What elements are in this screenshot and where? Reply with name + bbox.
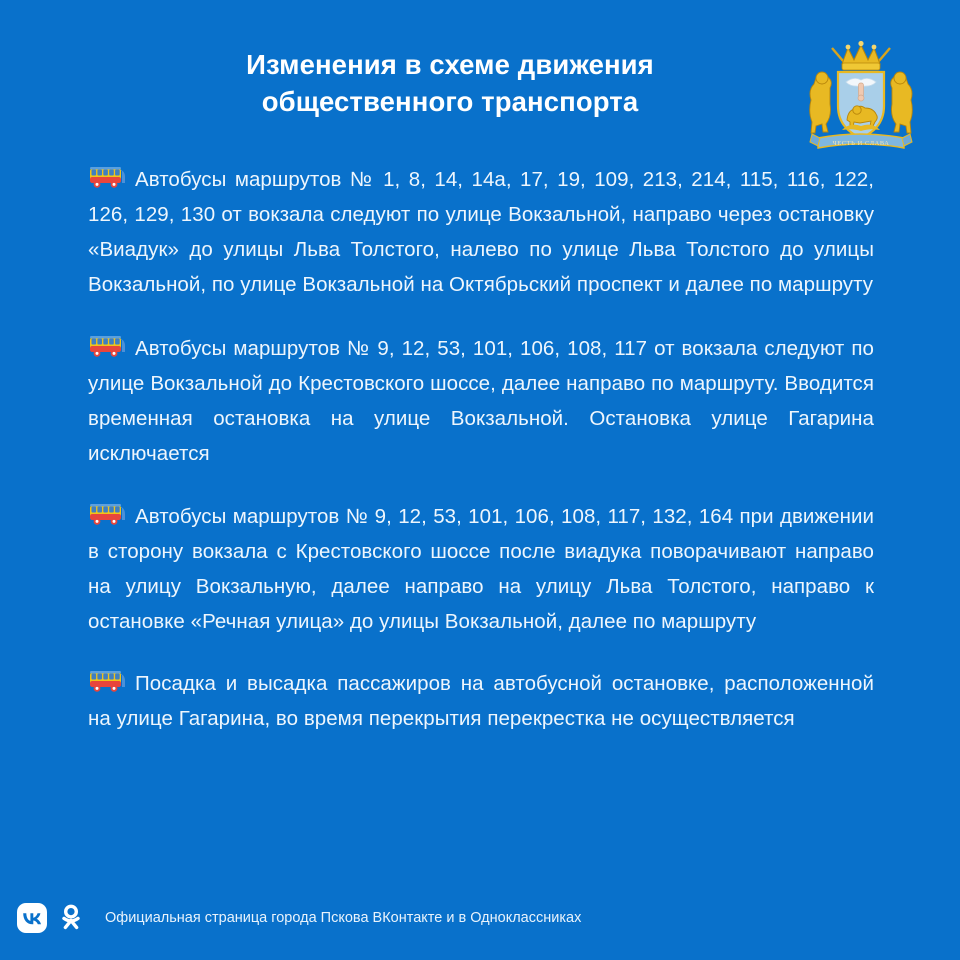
odnoklassniki-icon[interactable] [56,903,86,933]
page-title-line-1: Изменения в схеме движения [246,49,654,80]
paragraph-boarding-notice [88,666,874,736]
paragraph-route-group-2 [88,331,874,471]
paragraph-route-group-1 [88,162,874,302]
page-title-line-2: общественного транспорта [261,86,639,117]
trolleybus-icon [88,165,128,190]
page-title [120,46,780,120]
emblem-motto: ЧЕСТЬ И СЛАВА [832,140,890,147]
paragraph-text: Автобусы маршрутов № 9, 12, 53, 101, 106, 108, 117 от вокзала следуют по улице Вокзальной до Крестовского шоссе, далее направо по маршруту. Вводится временная остановка на улице Вокзальной. Остановка улице Гагарина исключается [88,337,874,465]
paragraph-list [88,162,874,736]
paragraph-route-group-3 [88,499,874,639]
paragraph-text: Автобусы маршрутов № 1, 8, 14, 14а, 17, 19, 109, 213, 214, 115, 116, 122, 126, 129, 130 от вокзала следуют по улице Вокзальной, направо через остановку «Виадук» до улицы Льва Толстого, налево по улице Льва Толстого до улицы Вокзальной, по улице Вокзальной на Октябрьский проспект и далее по маршруту [88,168,874,296]
trolleybus-icon [88,502,128,527]
footer [17,898,581,938]
paragraph-text: Автобусы маршрутов № 9, 12, 53, 101, 106, 108, 117, 132, 164 при движении в сторону вокзала с Крестовского шоссе после виадука поворачивают направо на улицу Вокзальную, далее направо на улицу Льва Толстого, направо к остановке «Речная улица» до улицы Вокзальной, далее по маршруту [88,505,874,633]
trolleybus-icon [88,334,128,359]
vk-icon[interactable] [17,903,47,933]
paragraph-text: Посадка и высадка пассажиров на автобусной остановке, расположенной на улице Гагарина, во время перекрытия перекрестка не осуществляется [88,672,874,730]
trolleybus-icon [88,669,128,694]
footer-caption: Официальная страница города Пскова ВКонтакте и в Одноклассниках [105,910,582,926]
pskov-coat-of-arms-icon [802,34,920,156]
